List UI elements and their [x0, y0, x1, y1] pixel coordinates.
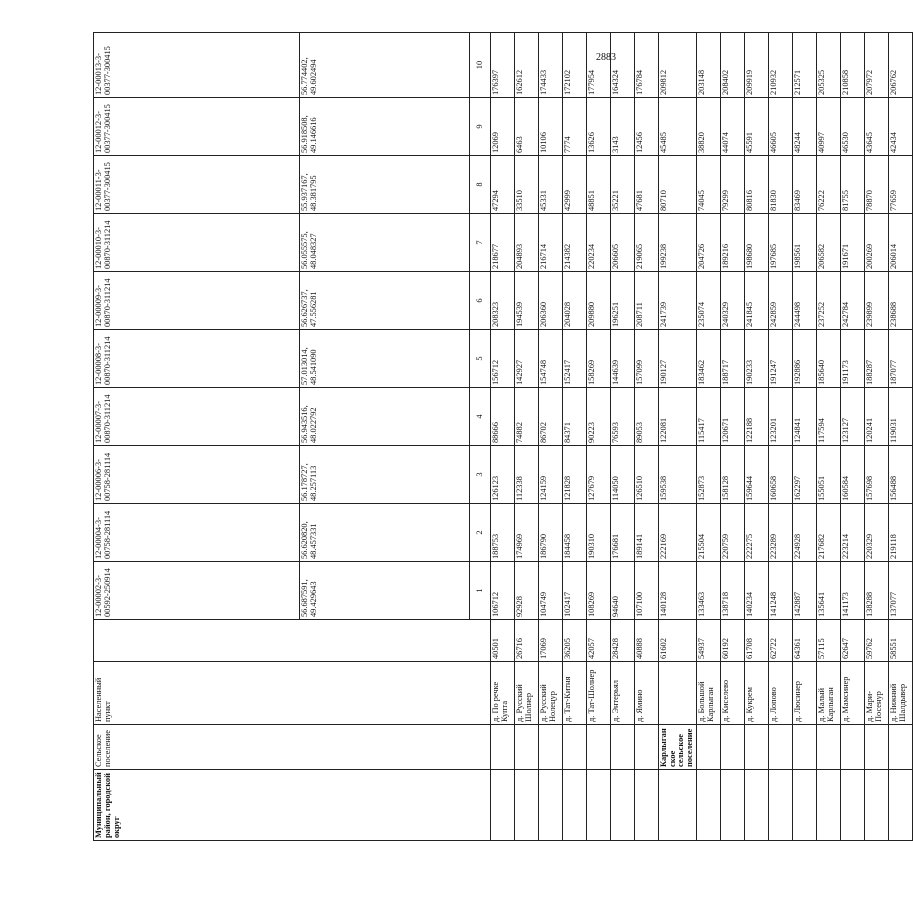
table-row — [721, 33, 745, 841]
cell-value: 176681 — [610, 504, 634, 562]
cell-value: 108269 — [586, 562, 610, 620]
cell-value: 159644 — [745, 446, 769, 504]
header-sheet-id: 12-00010-3-00870-311214 — [94, 214, 300, 272]
cell-value: 138718 — [721, 562, 745, 620]
cell-value: 81755 — [841, 156, 865, 214]
cell-value: 126510 — [634, 446, 658, 504]
cell-rural-settlement — [865, 725, 889, 770]
table-row — [745, 33, 769, 841]
cell-value: 186790 — [538, 504, 562, 562]
cell-settlement: д. Тат-Шолнер — [586, 662, 610, 725]
cell-value: 83469 — [793, 156, 817, 214]
cell-count: 40501 — [490, 620, 514, 662]
cell-value: 177954 — [586, 33, 610, 98]
header-coords: 56.178727, 48.257113 — [299, 446, 469, 504]
header-sheet-id: 12-00013-3-00377-300415 — [94, 33, 300, 98]
cell-count: 61602 — [658, 620, 696, 662]
cell-rural-settlement — [634, 725, 658, 770]
cell-settlement: д. Русский Нолецур — [538, 662, 562, 725]
cell-value: 104749 — [538, 562, 562, 620]
header-col-index: 10 — [470, 33, 491, 98]
cell-value: 120241 — [865, 388, 889, 446]
cell-value: 140234 — [745, 562, 769, 620]
cell-value: 156712 — [490, 330, 514, 388]
cell-count: 62647 — [841, 620, 865, 662]
cell-value: 219118 — [889, 504, 913, 562]
cell-value: 205325 — [817, 33, 841, 98]
cell-value: 10106 — [538, 98, 562, 156]
header-coords: 56.774402, 49.602494 — [299, 33, 469, 98]
cell-district — [769, 770, 793, 841]
header-col-index: 7 — [470, 214, 491, 272]
cell-rural-settlement — [817, 725, 841, 770]
cell-settlement — [658, 662, 696, 725]
cell-value: 215504 — [697, 504, 721, 562]
cell-value: 90223 — [586, 388, 610, 446]
cell-rural-settlement — [586, 725, 610, 770]
cell-settlement: д. Нижний Шалдывер — [889, 662, 913, 725]
cell-district — [841, 770, 865, 841]
cell-value: 157099 — [634, 330, 658, 388]
cell-value: 159538 — [658, 446, 696, 504]
cell-value: 135641 — [817, 562, 841, 620]
cell-value: 189216 — [721, 214, 745, 272]
cell-value: 46605 — [769, 98, 793, 156]
cell-rural-settlement — [538, 725, 562, 770]
cell-value: 117594 — [817, 388, 841, 446]
cell-value: 191173 — [841, 330, 865, 388]
cell-value: 124159 — [538, 446, 562, 504]
cell-count: 26716 — [514, 620, 538, 662]
table-row — [490, 33, 514, 841]
header-sheet-id: 12-00006-3-00758-281114 — [94, 446, 300, 504]
cell-count: 57115 — [817, 620, 841, 662]
header-sheet-id: 12-00011-3-00377-300415 — [94, 156, 300, 214]
header-col-index: 9 — [470, 98, 491, 156]
cell-rural-settlement — [610, 725, 634, 770]
header-sheet-id: 12-00012-3-00377-300415 — [94, 98, 300, 156]
cell-value: 162612 — [514, 33, 538, 98]
cell-settlement: д. Кукрем — [745, 662, 769, 725]
cell-value: 209812 — [658, 33, 696, 98]
cell-settlement: д. Киселево — [721, 662, 745, 725]
cell-value: 122188 — [745, 388, 769, 446]
cell-value: 124841 — [793, 388, 817, 446]
cell-value: 120671 — [721, 388, 745, 446]
cell-value: 200269 — [865, 214, 889, 272]
cell-value: 206582 — [817, 214, 841, 272]
cell-settlement: д. Мари-Посенур — [865, 662, 889, 725]
cell-value: 89053 — [634, 388, 658, 446]
cell-value: 222275 — [745, 504, 769, 562]
cell-value: 206360 — [538, 272, 562, 330]
cell-value: 6463 — [514, 98, 538, 156]
cell-rural-settlement — [697, 725, 721, 770]
cell-count: 62722 — [769, 620, 793, 662]
cell-value: 106712 — [490, 562, 514, 620]
cell-value: 142927 — [514, 330, 538, 388]
cell-value: 176397 — [490, 33, 514, 98]
cell-value: 223214 — [841, 504, 865, 562]
header-sheet-id: 12-00009-3-00870-311214 — [94, 272, 300, 330]
cell-district — [889, 770, 913, 841]
cell-value: 204726 — [697, 214, 721, 272]
cell-district — [562, 770, 586, 841]
cell-value: 242859 — [769, 272, 793, 330]
cell-settlement: д. Большой Карлыган — [697, 662, 721, 725]
cell-district — [745, 770, 769, 841]
cell-value: 74882 — [514, 388, 538, 446]
cell-value: 48851 — [586, 156, 610, 214]
header-row-sheets — [94, 33, 300, 841]
cell-value: 240329 — [721, 272, 745, 330]
cell-value: 158128 — [721, 446, 745, 504]
header-coords: 55.937167, 48.381795 — [299, 156, 469, 214]
cell-value: 222169 — [658, 504, 696, 562]
cell-value: 114050 — [610, 446, 634, 504]
cell-value: 220759 — [721, 504, 745, 562]
cell-value: 144639 — [610, 330, 634, 388]
cell-value: 123127 — [841, 388, 865, 446]
cell-value: 206605 — [610, 214, 634, 272]
cell-value: 47681 — [634, 156, 658, 214]
cell-value: 154748 — [538, 330, 562, 388]
cell-value: 43645 — [865, 98, 889, 156]
cell-value: 88666 — [490, 388, 514, 446]
cell-value: 160658 — [769, 446, 793, 504]
cell-value: 183462 — [697, 330, 721, 388]
cell-settlement: д. Люсинер — [793, 662, 817, 725]
cell-settlement: д. По речке Купта — [490, 662, 514, 725]
cell-value: 45591 — [745, 98, 769, 156]
table-row — [817, 33, 841, 841]
table-row — [841, 33, 865, 841]
cell-value: 210858 — [841, 33, 865, 98]
cell-value: 115417 — [697, 388, 721, 446]
cell-value: 123201 — [769, 388, 793, 446]
table-row — [889, 33, 913, 841]
header-coords: 56.943516, 48.022792 — [299, 388, 469, 446]
cell-district — [514, 770, 538, 841]
cell-value: 126123 — [490, 446, 514, 504]
header-coords: 56.918508, 49.146616 — [299, 98, 469, 156]
header-col-index: 8 — [470, 156, 491, 214]
cell-value: 239899 — [865, 272, 889, 330]
cell-value: 164324 — [610, 33, 634, 98]
table-row — [610, 33, 634, 841]
cell-value: 190127 — [658, 330, 696, 388]
cell-value: 219065 — [634, 214, 658, 272]
cell-settlement: д. Энтерьял — [610, 662, 634, 725]
cell-value: 33510 — [514, 156, 538, 214]
cell-value: 76222 — [817, 156, 841, 214]
header-empty-count — [94, 620, 491, 662]
cell-value: 216714 — [538, 214, 562, 272]
cell-value: 217682 — [817, 504, 841, 562]
cell-count: 40888 — [634, 620, 658, 662]
cell-count: 17069 — [538, 620, 562, 662]
cell-rural-settlement — [562, 725, 586, 770]
cell-value: 220329 — [865, 504, 889, 562]
cell-value: 191247 — [769, 330, 793, 388]
cell-value: 45331 — [538, 156, 562, 214]
cell-value: 76593 — [610, 388, 634, 446]
cell-district — [793, 770, 817, 841]
cell-value: 197685 — [769, 214, 793, 272]
cell-district — [586, 770, 610, 841]
cell-value: 194539 — [514, 272, 538, 330]
cell-value: 92928 — [514, 562, 538, 620]
cell-value: 212571 — [793, 33, 817, 98]
cell-value: 79299 — [721, 156, 745, 214]
data-table — [93, 32, 913, 841]
cell-value: 198561 — [793, 214, 817, 272]
cell-value: 172102 — [562, 33, 586, 98]
cell-value: 157698 — [865, 446, 889, 504]
cell-value: 156488 — [889, 446, 913, 504]
cell-value: 242784 — [841, 272, 865, 330]
cell-value: 174433 — [538, 33, 562, 98]
header-col-index: 2 — [470, 504, 491, 562]
cell-value: 237252 — [817, 272, 841, 330]
cell-value: 162297 — [793, 446, 817, 504]
cell-value: 203148 — [697, 33, 721, 98]
cell-value: 42434 — [889, 98, 913, 156]
table-row — [793, 33, 817, 841]
header-col-index: 6 — [470, 272, 491, 330]
header-col-index: 4 — [470, 388, 491, 446]
cell-value: 206014 — [889, 214, 913, 272]
cell-value: 155051 — [817, 446, 841, 504]
cell-value: 208323 — [490, 272, 514, 330]
cell-district — [634, 770, 658, 841]
page-number: 2883 — [596, 52, 616, 63]
cell-value: 7774 — [562, 98, 586, 156]
header-sheet-id: 12-00008-3-00870-311214 — [94, 330, 300, 388]
header-col-index: 3 — [470, 446, 491, 504]
cell-count: 42057 — [586, 620, 610, 662]
cell-district — [697, 770, 721, 841]
table-row — [658, 33, 696, 841]
cell-value: 77659 — [889, 156, 913, 214]
cell-value: 141248 — [769, 562, 793, 620]
cell-rural-settlement — [841, 725, 865, 770]
cell-value: 176784 — [634, 33, 658, 98]
cell-value: 209919 — [745, 33, 769, 98]
cell-value: 45485 — [658, 98, 696, 156]
header-col-index: 1 — [470, 562, 491, 620]
cell-value: 188287 — [865, 330, 889, 388]
header-coords: 56.626737, 47.556281 — [299, 272, 469, 330]
table-row — [514, 33, 538, 841]
cell-rural-settlement — [889, 725, 913, 770]
cell-value: 102417 — [562, 562, 586, 620]
header-coords: 57.013014, 48.541090 — [299, 330, 469, 388]
cell-value: 127679 — [586, 446, 610, 504]
table-row — [586, 33, 610, 841]
cell-count: 54937 — [697, 620, 721, 662]
cell-district — [490, 770, 514, 841]
cell-value: 119031 — [889, 388, 913, 446]
cell-value: 122081 — [658, 388, 696, 446]
cell-count: 58551 — [889, 620, 913, 662]
cell-value: 241739 — [658, 272, 696, 330]
cell-district — [610, 770, 634, 841]
cell-value: 192886 — [793, 330, 817, 388]
cell-value: 184458 — [562, 504, 586, 562]
cell-rural-settlement — [769, 725, 793, 770]
cell-settlement: д. Малый Карлыган — [817, 662, 841, 725]
header-col-index: 5 — [470, 330, 491, 388]
cell-value: 190233 — [745, 330, 769, 388]
cell-value: 241845 — [745, 272, 769, 330]
cell-value: 207972 — [865, 33, 889, 98]
cell-value: 160584 — [841, 446, 865, 504]
cell-value: 244498 — [793, 272, 817, 330]
cell-value: 224928 — [793, 504, 817, 562]
cell-value: 12456 — [634, 98, 658, 156]
cell-settlement: д. Лопово — [769, 662, 793, 725]
cell-settlement: д. Ямино — [634, 662, 658, 725]
cell-value: 189141 — [634, 504, 658, 562]
cell-value: 40997 — [817, 98, 841, 156]
cell-rural-settlement — [745, 725, 769, 770]
cell-value: 80816 — [745, 156, 769, 214]
cell-value: 199238 — [658, 214, 696, 272]
cell-count: 60192 — [721, 620, 745, 662]
cell-district — [817, 770, 841, 841]
cell-rural-settlement — [490, 725, 514, 770]
cell-value: 190310 — [586, 504, 610, 562]
cell-value: 42999 — [562, 156, 586, 214]
cell-value: 198680 — [745, 214, 769, 272]
cell-value: 121828 — [562, 446, 586, 504]
header-rural-settlement: Сельское поселение — [94, 725, 491, 770]
cell-value: 214382 — [562, 214, 586, 272]
cell-count: 64361 — [793, 620, 817, 662]
table-row — [769, 33, 793, 841]
cell-value: 152873 — [697, 446, 721, 504]
header-sheet-id: 12-00002-3-00592-250914 — [94, 562, 300, 620]
cell-rural-settlement: Карлыганское сельское поселение — [658, 725, 696, 770]
cell-value: 158269 — [586, 330, 610, 388]
cell-value: 204893 — [514, 214, 538, 272]
cell-value: 208711 — [634, 272, 658, 330]
cell-count: 61708 — [745, 620, 769, 662]
cell-value: 140128 — [658, 562, 696, 620]
cell-value: 138288 — [865, 562, 889, 620]
cell-value: 188753 — [490, 504, 514, 562]
cell-value: 94640 — [610, 562, 634, 620]
cell-value: 208402 — [721, 33, 745, 98]
table-row — [865, 33, 889, 841]
header-coords: 56.620820, 48.457331 — [299, 504, 469, 562]
cell-value: 48244 — [793, 98, 817, 156]
table-row — [562, 33, 586, 841]
cell-value: 38820 — [697, 98, 721, 156]
cell-value: 46530 — [841, 98, 865, 156]
cell-value: 137077 — [889, 562, 913, 620]
cell-value: 44074 — [721, 98, 745, 156]
cell-district — [865, 770, 889, 841]
cell-value: 206762 — [889, 33, 913, 98]
cell-value: 141173 — [841, 562, 865, 620]
cell-value: 107100 — [634, 562, 658, 620]
cell-value: 235074 — [697, 272, 721, 330]
cell-settlement: д. Тат-Китня — [562, 662, 586, 725]
cell-rural-settlement — [514, 725, 538, 770]
cell-value: 142887 — [793, 562, 817, 620]
cell-value: 152417 — [562, 330, 586, 388]
cell-district — [721, 770, 745, 841]
cell-value: 188717 — [721, 330, 745, 388]
cell-value: 204028 — [562, 272, 586, 330]
cell-value: 220234 — [586, 214, 610, 272]
cell-value: 84371 — [562, 388, 586, 446]
cell-value: 112338 — [514, 446, 538, 504]
cell-value: 3143 — [610, 98, 634, 156]
cell-value: 47294 — [490, 156, 514, 214]
cell-value: 12069 — [490, 98, 514, 156]
rotated-table-wrapper — [93, 33, 907, 841]
cell-value: 187077 — [889, 330, 913, 388]
cell-value: 185640 — [817, 330, 841, 388]
cell-value: 81830 — [769, 156, 793, 214]
cell-value: 210932 — [769, 33, 793, 98]
cell-value: 74045 — [697, 156, 721, 214]
header-municipal-district: Муниципальный район, городской округ — [94, 770, 491, 841]
cell-value: 133463 — [697, 562, 721, 620]
cell-district — [538, 770, 562, 841]
cell-value: 13626 — [586, 98, 610, 156]
cell-count: 59762 — [865, 620, 889, 662]
table-row — [538, 33, 562, 841]
cell-rural-settlement — [721, 725, 745, 770]
header-coords: 56.687591, 49.429643 — [299, 562, 469, 620]
cell-count: 28428 — [610, 620, 634, 662]
header-settlement: Населенный пункт — [94, 662, 491, 725]
cell-value: 174969 — [514, 504, 538, 562]
table-row — [697, 33, 721, 841]
cell-value: 86702 — [538, 388, 562, 446]
header-sheet-id: 12-00007-3-00870-311214 — [94, 388, 300, 446]
cell-value: 223289 — [769, 504, 793, 562]
cell-value: 35221 — [610, 156, 634, 214]
cell-value: 80710 — [658, 156, 696, 214]
cell-value: 196251 — [610, 272, 634, 330]
cell-settlement: д. Мамсинер — [841, 662, 865, 725]
cell-value: 218677 — [490, 214, 514, 272]
cell-district — [658, 770, 696, 841]
cell-count: 36205 — [562, 620, 586, 662]
cell-value: 78870 — [865, 156, 889, 214]
cell-rural-settlement — [793, 725, 817, 770]
cell-value: 238688 — [889, 272, 913, 330]
table-row — [634, 33, 658, 841]
header-sheet-id: 12-00004-3-00758-281114 — [94, 504, 300, 562]
header-coords: 56.055575, 48.048327 — [299, 214, 469, 272]
cell-value: 191671 — [841, 214, 865, 272]
cell-value: 209880 — [586, 272, 610, 330]
cell-settlement: д. Русский Шолнер — [514, 662, 538, 725]
